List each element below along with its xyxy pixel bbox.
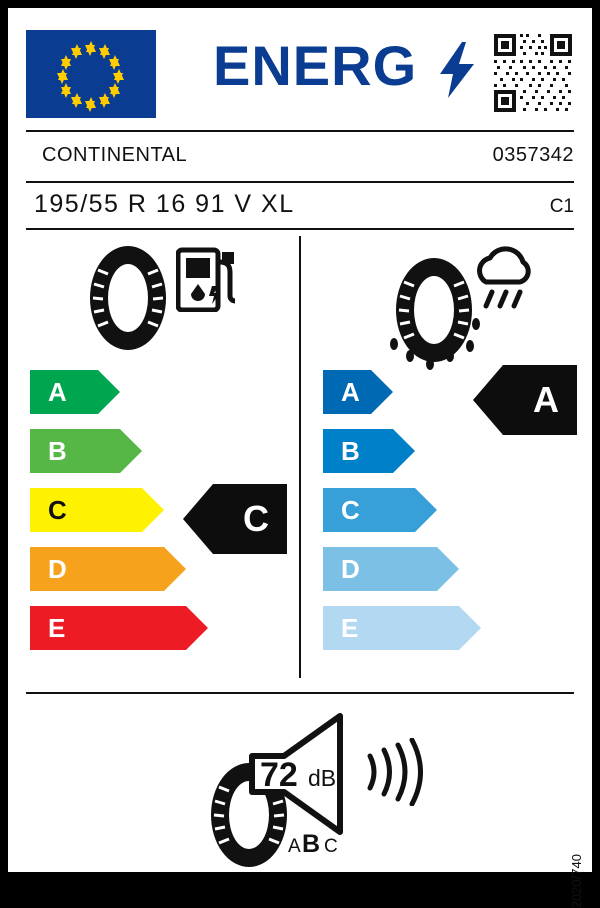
grade-bar (30, 370, 98, 414)
grade-bar (323, 429, 393, 473)
grade-letter: E (341, 613, 359, 643)
grade-arrow-tip (437, 547, 459, 591)
grade-row-a (30, 370, 98, 414)
grade-arrow-tip (415, 488, 437, 532)
grade-row-e (323, 606, 459, 650)
fuel-result-letter: C (243, 498, 269, 539)
label-code: 0357342 (492, 144, 574, 166)
grade-arrow-tip (98, 370, 120, 414)
grade-letter: B (48, 436, 67, 466)
grade-bar (30, 429, 120, 473)
noise-unit: dB (308, 765, 337, 791)
page-title: ENERG (213, 34, 418, 97)
grade-arrow-tip (186, 606, 208, 650)
wet-result-letter: A (533, 379, 559, 420)
grade-row-d (30, 547, 164, 591)
divider (26, 181, 574, 183)
divider (299, 236, 301, 678)
grade-arrow-tip (371, 370, 393, 414)
noise-class-letter: B (302, 830, 321, 858)
tyre-wet-icon (386, 256, 482, 377)
tyre-icon (86, 244, 170, 357)
rain-cloud-icon (470, 246, 542, 323)
lightning-bolt-icon (440, 42, 474, 98)
grade-row-c (323, 488, 415, 532)
grade-bar (323, 547, 437, 591)
grade-letter: E (48, 613, 66, 643)
grade-bar (323, 488, 415, 532)
energy-label (8, 8, 592, 908)
brand-name: CONTINENTAL (42, 144, 188, 166)
grade-bar (30, 488, 142, 532)
divider (26, 228, 574, 230)
grade-letter: C (341, 495, 360, 525)
grade-row-b (30, 429, 120, 473)
grade-bar (323, 606, 459, 650)
grade-bar (323, 370, 371, 414)
qr-code-icon (492, 32, 574, 114)
grade-arrow-tip (142, 488, 164, 532)
grade-row-e (30, 606, 186, 650)
fuel-result-badge (213, 484, 287, 554)
grade-arrow-tip (120, 429, 142, 473)
grade-arrow-tip (459, 606, 481, 650)
date-code: 2020/740 (569, 854, 584, 908)
sound-waves-icon (364, 738, 424, 811)
grade-row-d (323, 547, 437, 591)
grade-row-c (30, 488, 142, 532)
grade-letter: A (48, 377, 67, 407)
divider (26, 692, 574, 694)
label-header (8, 8, 592, 130)
eu-flag-icon (26, 30, 156, 118)
grade-bar (30, 606, 186, 650)
grade-row-b (323, 429, 393, 473)
grade-arrow-tip (393, 429, 415, 473)
grade-letter: D (341, 554, 360, 584)
noise-class-suffix: C (324, 836, 338, 857)
grade-letter: B (341, 436, 360, 466)
noise-class-value (302, 830, 320, 859)
tyre-size: 195/55 R 16 91 V XL (34, 190, 295, 218)
wet-result-badge (503, 365, 577, 435)
noise-value: 72 (260, 756, 298, 794)
noise-class-prefix: A (288, 836, 301, 857)
divider (26, 130, 574, 132)
fuel-pump-icon (176, 246, 238, 317)
grade-row-a (323, 370, 371, 414)
grade-letter: A (341, 377, 360, 407)
grade-bar (30, 547, 164, 591)
grade-letter: D (48, 554, 67, 584)
tyre-class: C1 (549, 196, 574, 217)
grade-letter: C (48, 495, 67, 525)
